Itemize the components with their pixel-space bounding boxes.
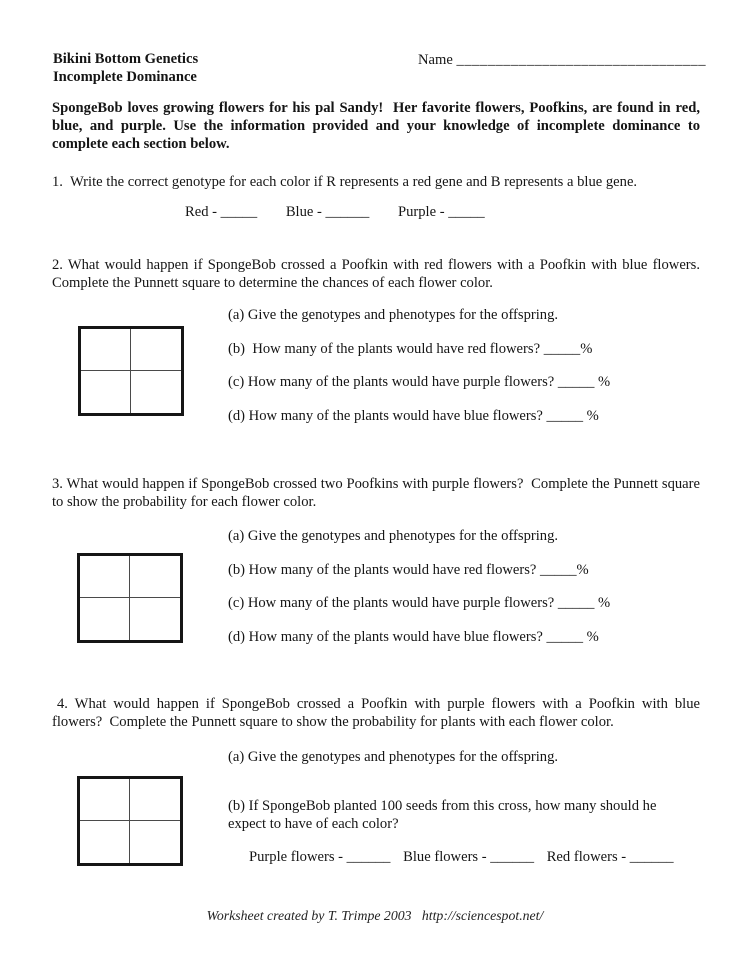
punnett-cell — [81, 371, 131, 413]
question-2d: (d) How many of the plants would have blue flowers? _____ % — [228, 407, 599, 424]
punnett-cell — [130, 779, 180, 821]
question-4-blanks — [249, 849, 674, 866]
worksheet-title: Bikini Bottom Genetics — [53, 51, 199, 67]
punnett-cell — [80, 598, 130, 640]
q4-blue-blank: Blue flowers - ______ — [403, 849, 535, 865]
question-3d: (d) How many of the plants would have blue flowers? _____ % — [228, 628, 599, 645]
footer-credit: Worksheet created by T. Trimpe 2003 http://sciencespot.net/ — [206, 908, 544, 923]
question-3b: (b) How many of the plants would have red flowers? _____% — [228, 561, 589, 578]
q1-red-blank: Red - _____ — [185, 204, 258, 220]
question-2-subquestions — [228, 306, 610, 440]
question-3-text: 3. What would happen if SpongeBob crossed two Poofkins with purple flowers? Complete the Punnett square to show the probability for each flower color. — [52, 476, 700, 510]
question-3-subquestions — [228, 527, 610, 661]
punnett-square-q4 — [77, 776, 183, 866]
worksheet-header — [53, 51, 198, 86]
punnett-cell — [80, 821, 130, 863]
name-label: Name — [418, 52, 453, 68]
question-3c: (c) How many of the plants would have purple flowers? _____ % — [228, 595, 611, 611]
worksheet-subtitle: Incomplete Dominance — [53, 68, 197, 85]
question-2-text: 2. What would happen if SpongeBob crossed a Poofkin with red flowers with a Poofkin with blue flowers. Complete the Punnett square to determine the chances of each flower color. — [52, 257, 700, 291]
question-2c: (c) How many of the plants would have purple flowers? _____ % — [228, 374, 611, 390]
name-blank: ________________________________ — [456, 52, 707, 68]
punnett-cell — [131, 329, 181, 371]
question-4b: (b) If SpongeBob planted 100 seeds from this cross, how many should he expect to have of each color? — [228, 798, 657, 832]
name-field — [418, 52, 706, 69]
punnett-cell — [130, 821, 180, 863]
question-3a: (a) Give the genotypes and phenotypes for the offspring. — [228, 528, 559, 544]
question-4a: (a) Give the genotypes and phenotypes for the offspring. — [228, 749, 559, 765]
punnett-cell — [80, 556, 130, 598]
punnett-cell — [80, 779, 130, 821]
punnett-cell — [81, 329, 131, 371]
question-2b: (b) How many of the plants would have red flowers? _____% — [228, 340, 593, 357]
punnett-square-q3 — [77, 553, 183, 643]
question-1-blanks — [185, 204, 485, 221]
q1-blue-blank: Blue - ______ — [285, 204, 370, 220]
q4-purple-blank: Purple flowers - ______ — [249, 849, 391, 865]
q4-red-blank: Red flowers - ______ — [546, 849, 674, 865]
q1-purple-blank: Purple - _____ — [397, 204, 485, 220]
punnett-square-q2 — [78, 326, 184, 416]
punnett-cell — [130, 598, 180, 640]
question-4-text: 4. What would happen if SpongeBob crossed a Poofkin with purple flowers with a Poofkin with blue flowers? Complete the Punnett square to show the probability for plants with each flower color. — [52, 696, 700, 730]
question-2a: (a) Give the genotypes and phenotypes for the offspring. — [228, 307, 559, 323]
punnett-cell — [130, 556, 180, 598]
punnett-cell — [131, 371, 181, 413]
intro-paragraph: SpongeBob loves growing flowers for his pal Sandy! Her favorite flowers, Poofkins, are found in red, blue, and purple. Use the information provided and your knowledge of incomplete dominance to complete each section below. — [52, 100, 700, 152]
question-1-text: 1. Write the correct genotype for each color if R represents a red gene and B represents a blue gene. — [52, 174, 638, 190]
